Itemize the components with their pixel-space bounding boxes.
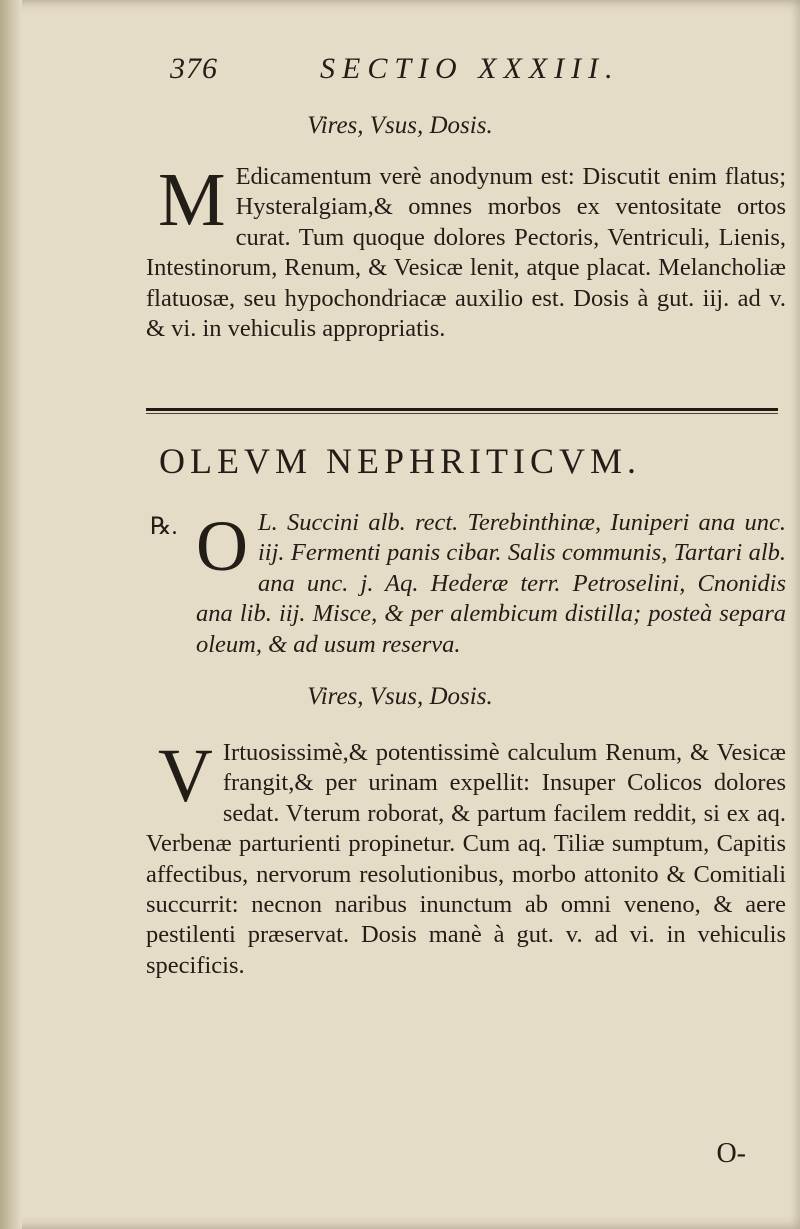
paragraph-recipe [196, 508, 786, 660]
paragraph-virtuosissime [146, 734, 786, 981]
dropcap-o: O [196, 506, 248, 586]
dropcap-m: M [158, 158, 226, 242]
section-divider [146, 408, 778, 414]
page-header [170, 52, 670, 92]
page-number: 376 [170, 52, 218, 85]
running-head: SECTIO XXXIII. [320, 52, 620, 85]
dropcap-v: V [158, 734, 213, 818]
recipe-symbol: ℞. [150, 514, 178, 540]
recipe-title: OLEVM NEPHRITICVM. [159, 441, 641, 481]
paragraph-text: Edicamentum verè anodynum est: Discutit enim flatus; Hysteralgiam,& omnes morbos ex ventositate ortos curat. Tum quoque dolores Pectoris, Ventriculi, Lienis, Intestinorum, Renum, & Vesicæ lenit, atque placat. Melancholiæ flatuosæ, seu hypochondriacæ auxilio est. Dosis à gut. iij. ad v. & vi. in vehiculis appropriatis. [146, 163, 786, 343]
subhead-vires-2: Vires, Vsus, Dosis. [307, 683, 493, 710]
subhead-vires-1: Vires, Vsus, Dosis. [307, 112, 493, 139]
page-gutter [0, 0, 22, 1229]
catchword: O- [716, 1138, 746, 1169]
paragraph-text-2: Irtuosissimè,& potentissimè calculum Renum, & Vesicæ frangit,& per urinam expellit: Insuper Colicos dolores sedat. Vterum roborat, & partum facilem reddit, si ex aq. Verbenæ parturienti propinetur. Cum aq. Tiliæ sumptum, Capitis affectibus, nervorum resolutionibus, morbo attonito & Comitiali succurrit: necnon naribus inunctum ab omni veneno, & aere pestilenti præservat. Dosis manè à gut. v. ad vi. in vehiculis specificis. [146, 739, 786, 979]
paragraph-anodynum [146, 158, 786, 344]
recipe-text: L. Succini alb. rect. Terebinthinæ, Iuniperi ana unc. iij. Fermenti panis cibar. Salis communis, Tartari alb. ana unc. j. Aq. Hederæ terr. Petroselini, Cnonidis ana lib. iij. Misce, & per alembicum distilla; posteà separa oleum, & ad usum reserva. [196, 509, 786, 658]
